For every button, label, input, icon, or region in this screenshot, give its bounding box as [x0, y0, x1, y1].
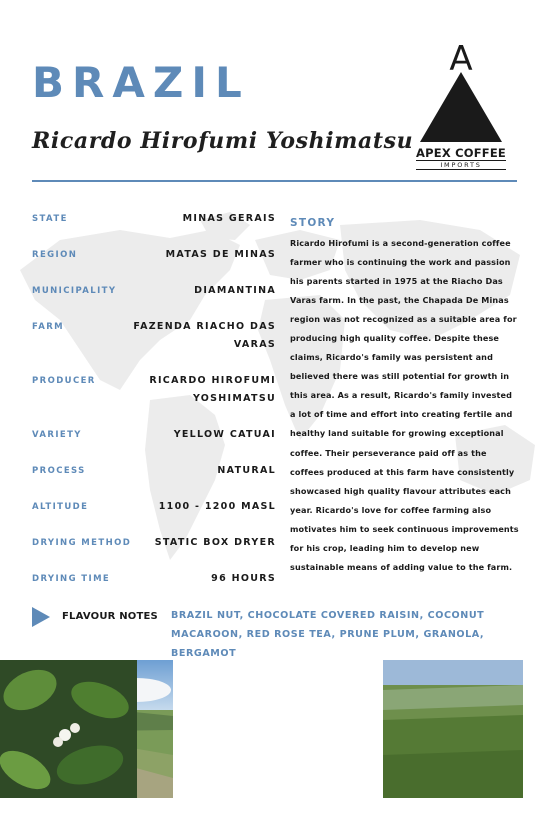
- detail-value: RICARDO HIROFUMI YOSHIMATSU: [149, 375, 276, 404]
- country-title: BRAZIL: [32, 58, 250, 107]
- detail-label: FARM: [32, 322, 65, 332]
- detail-label: DRYING TIME: [32, 574, 111, 584]
- hillside-farm-photo: [383, 660, 523, 798]
- flavour-notes-list: BRAZIL NUT, CHOCOLATE COVERED RAISIN, COCONUT MACAROON, RED ROSE TEA, PRUNE PLUM, GRANOLA, BERGAMOT: [171, 610, 485, 659]
- detail-value: MATAS DE MINAS: [165, 249, 276, 260]
- detail-value: NATURAL: [217, 465, 276, 476]
- detail-label: DRYING METHOD: [32, 538, 132, 548]
- detail-value: 1100 - 1200 MASL: [158, 501, 276, 512]
- detail-value: FAZENDA RIACHO DAS VARAS: [133, 321, 276, 350]
- producer-name-title: Ricardo Hirofumi Yoshimatsu: [32, 128, 414, 154]
- detail-value: MINAS GERAIS: [182, 213, 276, 224]
- detail-label: PROCESS: [32, 466, 86, 476]
- story-text: Ricardo Hirofumi is a second-generation coffee farmer who is continuing the work and passion his parents started in 1975 at the Riacho Das Varas farm. In the past, the Chapada De Minas region was not recognized as a suitable area for producing high quality coffee. Despite these claims, Ricardo's family was persistent and believed there was still potential for growth in this area. As a result, Ricardo's family invested a lot of time and effort into creating fertile and healthy land suitable for growing exceptional coffee. Their perseverance paid off as the coffees produced at this farm have consistently showcased high quality flavour attributes each year. Ricardo's love for coffee farming also motivates him to seek continuous improvements for his crop, leading him to develop new sustainable means of adding value to the farm.: [290, 238, 519, 572]
- logo-mark-letter: A: [449, 42, 473, 79]
- detail-value: STATIC BOX DRYER: [154, 537, 276, 548]
- detail-label: ALTITUDE: [32, 502, 89, 512]
- coffee-plant-photo: [0, 660, 137, 798]
- play-triangle-icon: [32, 607, 50, 627]
- logo-brand: APEX COFFEE: [416, 146, 506, 160]
- flavour-notes-label: FLAVOUR NOTES: [62, 611, 158, 622]
- detail-label: MUNICIPALITY: [32, 286, 117, 296]
- story-heading: STORY: [290, 217, 336, 229]
- detail-label: VARIETY: [32, 430, 82, 440]
- detail-label: PRODUCER: [32, 376, 96, 386]
- detail-value: YELLOW CATUAI: [173, 429, 276, 440]
- apex-coffee-logo: [410, 42, 512, 144]
- detail-value: 96 HOURS: [211, 573, 276, 584]
- detail-value: DIAMANTINA: [194, 285, 276, 296]
- logo-sub: IMPORTS: [416, 160, 506, 170]
- detail-label: STATE: [32, 214, 68, 224]
- header-divider: [32, 180, 517, 182]
- detail-label: REGION: [32, 250, 78, 260]
